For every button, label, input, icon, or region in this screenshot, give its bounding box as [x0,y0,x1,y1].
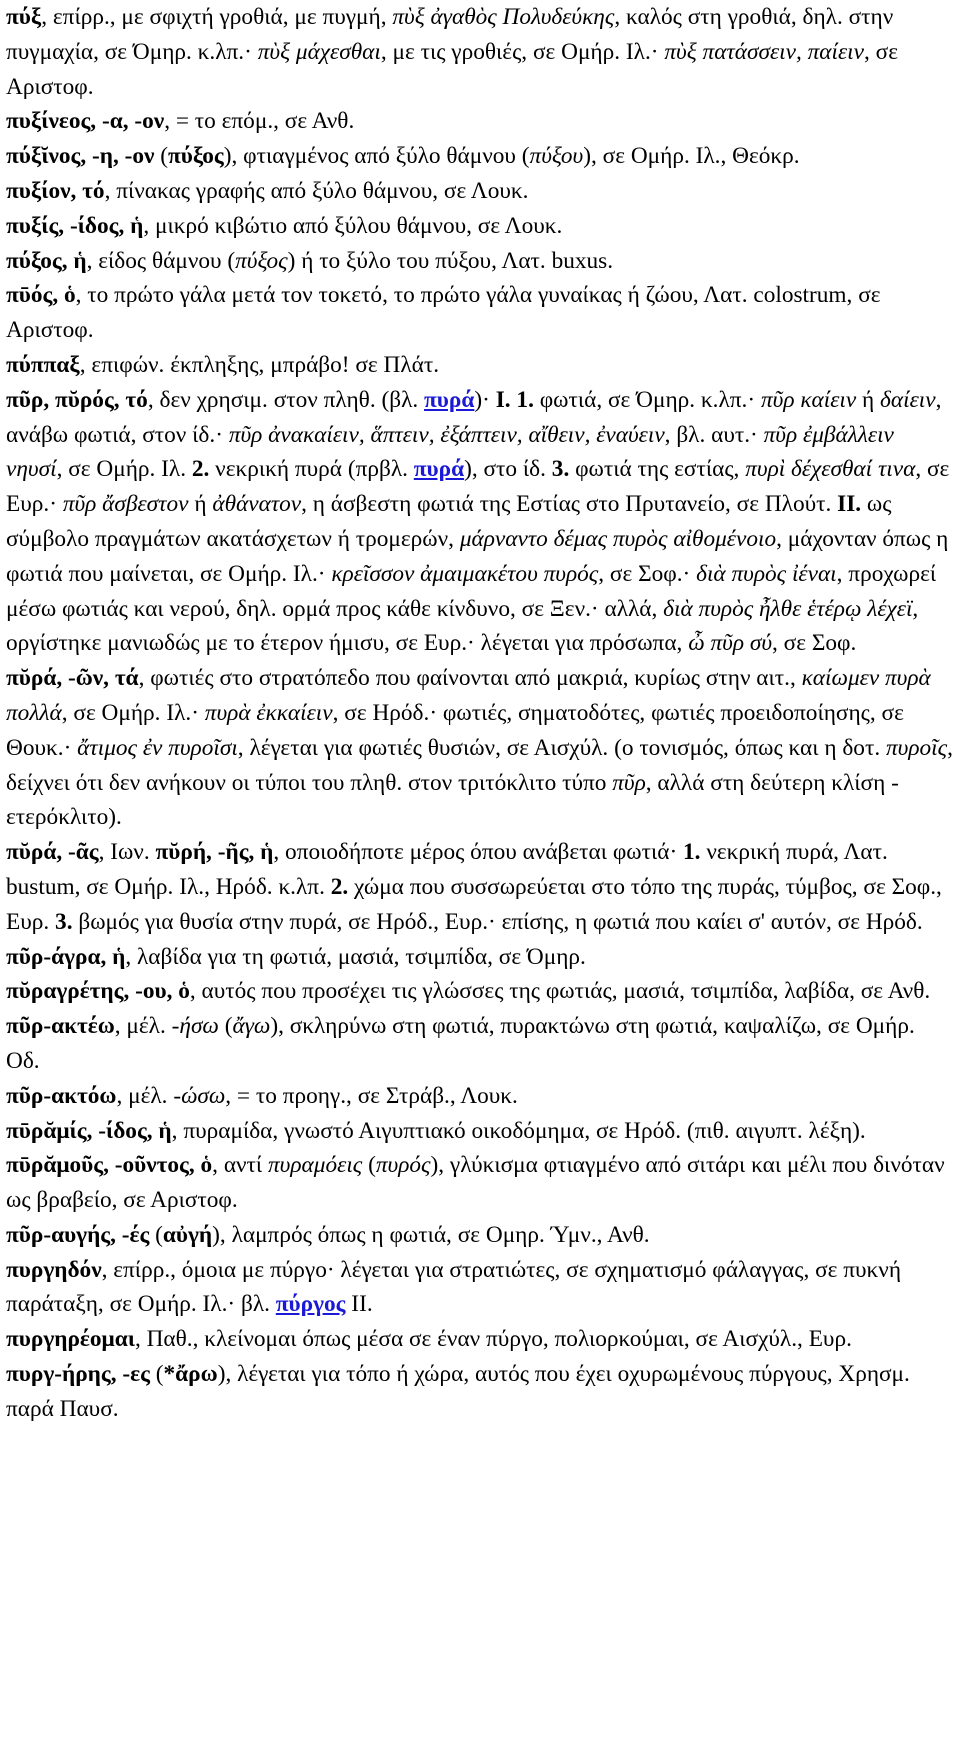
bold-text: 3. [551,456,570,483]
definition-text: , πίνακας γραφής από ξύλο θάμνου, σε Λουκ. [104,177,529,204]
headword: πυργηδόν [6,1256,102,1283]
definition-text: , η άσβεστη φωτιά της Εστίας στο Πρυτανείο, σε Πλούτ. [301,491,838,518]
greek-citation: διὰ πυρὸς ἰέναι [696,560,837,587]
greek-citation: πυρός [375,1152,431,1179]
definition-text: φωτιά της εστίας, [569,456,746,483]
headword: πύξος, ἡ [6,247,87,274]
definition-text: ( [149,1361,164,1388]
bold-text: II. [837,491,862,518]
greek-citation: -ώσω [173,1082,226,1109]
greek-citation: πὺξ μάχεσθαι [257,38,381,65]
headword: πῦρ-αυγής, -ές [6,1221,150,1248]
headword: πύξῐνος, -η, -ον [6,143,155,170]
definition-text: , μάχονταν όπως η φωτιά που μαίνεται, σε Ομήρ. Ιλ.· [6,525,949,587]
definition-text: , λέγεται για φωτιές θυσιών, σε Αισχύλ. (ο τονισμός, όπως και η δοτ. [237,734,886,761]
definition-text: , δεν χρησιμ. στον πληθ. (βλ. [147,386,425,413]
greek-citation: πύξος [235,247,288,274]
definition-text: , επιφών. έκπληξης, μπράβο! σε Πλάτ. [79,351,440,378]
greek-citation: πῦρ ἐμβάλλειν νηυσί [6,421,894,483]
bold-text: 2. [191,456,210,483]
definition-text: φωτιά, σε Όμηρ. κ.λπ.· [533,386,761,413]
greek-citation: -ήσω [171,1013,219,1040]
definition-text: , = το επόμ., σε Ανθ. [164,108,355,135]
dictionary-entry-pyr [6,383,954,661]
headword: πῠρά, -ᾶς [6,839,99,866]
bold-text: αὐγή [162,1221,213,1248]
dictionary-entry-pyrgereomai [6,1322,954,1357]
definition-text: νεκρική πυρά (πρβλ. [209,456,414,483]
greek-citation: ἄτιμος ἐν πυροῖσι [77,734,238,761]
definition-text: , σε Ηρόδ.· φωτιές, σηματοδότες, φωτιές προειδοποίησης, σε Θουκ.· [6,699,904,761]
headword: πυξίνεος, -α, -ον [6,108,165,135]
definition-text: νεκρική πυρά, Λατ. bustum, σε Ομήρ. Ιλ., Ηρόδ. κ.λπ. [6,839,888,900]
definition-text: , μέλ. [114,1013,172,1040]
bold-text: πύξος [168,143,224,170]
definition-text: , βλ. αυτ.· [664,421,764,448]
dictionary-entry-pyrg-eres [6,1357,954,1427]
cross-reference-link[interactable]: πυρά [413,456,465,483]
headword: πύππαξ [6,351,80,378]
dictionary-entry-pyramis [6,1114,954,1149]
headword: πῠρά, -ῶν, τά [6,665,139,692]
definition-text: ( [154,143,169,170]
dictionary-entry-pyxineos [6,104,954,139]
bold-text: 2. [330,873,349,900]
dictionary-entry-pyr-agra [6,940,954,975]
definition-text: , Ιων. [98,839,156,866]
headword: πυξίς, -ίδος, ἡ [6,212,144,239]
bold-text: *ἄρω [163,1361,218,1388]
dictionary-entry-pyr-auges [6,1218,954,1253]
headword: πῡός, ὁ [6,282,76,309]
dictionary-entry-pyragretes [6,974,954,1009]
dictionary-entry-pyr-aktoo [6,1079,954,1114]
headword: πυξίον, τό [6,177,105,204]
greek-citation: πῦρ καίειν [760,386,857,413]
definition-text: , σε Ομήρ. Ιλ.· [61,699,205,726]
cross-reference-link[interactable]: πύργος [275,1291,346,1318]
definition-text: ), λέγεται για τόπο ή χώρα, αυτός που έχει οχυρωμένους πύργους, Χρησμ. παρά Παυσ. [6,1361,910,1422]
definition-text: , αλλά στη δεύτερη κλίση - ετερόκλιτο). [6,769,899,831]
greek-citation: καίωμεν πυρὰ πολλά [6,665,931,726]
dictionary-entry-pyx [6,0,954,104]
definition-text: , ανάβω φωτιά, στον ίδ.· [6,386,942,448]
greek-citation: πυρὰ ἐκκαίειν [204,699,333,726]
greek-citation: πύξου [529,143,584,170]
headword: πῡρᾰμοῦς, -οῦντος, ὁ [6,1152,213,1179]
headword: πῦρ-ακτέω [6,1013,115,1040]
definition-text: , μέλ. [116,1082,174,1109]
greek-citation: πῦρ [612,769,646,796]
definition-text: , σε Σοφ. [772,630,857,657]
dictionary-entry-pyrgedon [6,1253,954,1323]
bold-text: 3. [55,908,73,935]
definition-text: ή [188,491,213,518]
definition-text: , = το προηγ., σε Στράβ., Λουκ. [225,1082,518,1109]
definition-text: ) ή το ξύλο του πύξου, Λατ. buxus. [287,247,614,274]
definition-text: , αντί [212,1152,269,1179]
definition-text: II. [345,1291,373,1318]
definition-text: ( [149,1221,163,1248]
headword: πῦρ-άγρα, ἡ [6,943,126,970]
greek-citation: πὺξ πατάσσειν, παίειν [664,38,864,65]
definition-text: , το πρώτο γάλα μετά τον τοκετό, το πρώτο γάλα γυναίκας ή ζώου, Λατ. colostrum, σε Αριστοφ. [6,282,881,344]
definition-text: , Παθ., κλείνομαι όπως μέσα σε έναν πύργο, πολιορκούμαι, σε Αισχύλ., Ευρ. [134,1326,852,1353]
definition-text: ), φτιαγμένος από ξύλο θάμνου ( [223,143,530,170]
definition-text: , επίρρ., με σφιχτή γροθιά, με πυγμή, [41,4,393,30]
definition-text: )· [474,386,496,413]
dictionary-entry-pyxos [6,244,954,279]
greek-citation: κρεῖσσον ἀμαιμακέτου πυρός [331,560,599,587]
dictionary-entry-pyramous [6,1148,954,1218]
headword: πῦρ, πῠρός, τό [6,386,148,413]
bold-text: 1. [683,839,701,866]
cross-reference-link[interactable]: πυρά [424,386,475,413]
greek-citation: πυροῖς [885,734,948,761]
dictionary-entry-pyra-ta [6,661,954,835]
headword: πυργηρέομαι [6,1326,135,1353]
bold-text: I. 1. [495,386,534,413]
definition-text: , οργίστηκε μανιωδώς με το έτερον ήμισυ, σε Ευρ.· λέγεται για πρόσωπα, [6,595,919,657]
definition-text: , μικρό κιβώτιο από ξύλου θάμνου, σε Λουκ. [143,212,563,239]
headword: πῦρ-ακτόω [6,1082,117,1109]
dictionary-entry-pyr-akteo [6,1009,954,1079]
definition-text: ), γλύκισμα φτιαγμένο από σιτάρι και μέλι που δινόταν ως βραβείο, σε Αριστοφ. [6,1152,945,1214]
definition-text: , καλός στη γροθιά, δηλ. στην πυγμαχία, σε Όμηρ. κ.λπ.· [6,4,894,65]
dictionary-entry-pyxinos [6,139,954,174]
definition-text: ), λαμπρός όπως η φωτιά, σε Ομηρ. Ύμν., Ανθ. [212,1221,650,1248]
headword: πῠραγρέτης, -ου, ὁ [6,978,190,1005]
greek-citation: ἀθάνατον [212,491,302,518]
definition-text: , δείχνει ότι δεν ανήκουν οι τύποι του πληθ. στον τριτόκλιτο τύπο [6,734,953,796]
dictionary-entry-pyxis [6,209,954,244]
greek-citation: πυραμόεις [268,1152,363,1179]
definition-text: , οποιοδήποτε μέρος όπου ανάβεται φωτιά· [273,839,684,866]
definition-text: ( [218,1013,233,1040]
definition-text: ), σκληρύνω στη φωτιά, πυρακτώνω στη φωτιά, καψαλίζω, σε Ομήρ. Οδ. [6,1013,915,1074]
headword: πυργ-ήρης, -ες [6,1361,150,1388]
definition-text: , επίρρ., όμοια με πύργο· λέγεται για στρατιώτες, σε σχηματισμό φάλαγγας, σε πυκνή παράταξη, σε Ομήρ. Ιλ.· βλ. [6,1256,902,1318]
definition-text: , σε Αριστοφ. [6,38,898,100]
definition-text: ( [362,1152,376,1179]
dictionary-entry-pyppax [6,348,954,383]
dictionary-entry-pyxion [6,174,954,209]
definition-text: , φωτιές στο στρατόπεδο που φαίνονται από μακριά, κυρίως στην αιτ., [138,665,802,692]
definition-text: ), σε Ομήρ. Ιλ., Θεόκρ. [583,143,800,170]
definition-text: χώμα που συσσωρεύεται στο τόπο της πυράς, τύμβος, σε Σοφ., Ευρ. [6,873,942,935]
definition-text: , με τις γροθιές, σε Ομήρ. Ιλ.· [380,38,665,65]
greek-citation: ὦ πῦρ σύ [688,630,773,657]
definition-text: , σε Σοφ.· [598,560,697,587]
greek-citation: διὰ πυρὸς ἦλθε ἑτέρῳ λέχεϊ [663,595,913,622]
dictionary-entry-pyra-he [6,835,954,939]
greek-citation: πὺξ ἀγαθὸς Πολυδεύκης [392,4,615,30]
greek-citation: πῦρ ἄσβεστον [62,491,189,518]
dictionary-entry-pyos [6,278,954,348]
greek-citation: ἄγω [232,1013,271,1040]
greek-citation: μάρναντο δέμας πυρὸς αἰθομένοιο [459,525,777,552]
definition-text: , σε Ομήρ. Ιλ. [56,456,192,483]
definition-text: , είδος θάμνου ( [86,247,236,274]
definition-text: βωμός για θυσία στην πυρά, σε Ηρόδ., Ευρ.· επίσης, η φωτιά που καίει σ' αυτόν, σε Ηρόδ. [72,908,923,935]
definition-text: ), στο ίδ. [464,456,552,483]
definition-text: , σε Ευρ.· [6,456,950,518]
headword: πῡρᾰμίς, -ίδος, ἡ [6,1117,172,1144]
greek-citation: δαίειν [880,386,936,413]
bold-text: πῠρή, -ῆς, ἡ [155,839,274,866]
greek-citation: πυρὶ δέχεσθαί τινα [745,456,916,483]
definition-text: , προχωρεί μέσω φωτιάς και νερού, δηλ. ορμά προς κάθε κίνδυνο, σε Ξεν.· αλλά, [6,560,937,622]
greek-citation: πῦρ ἀνακαίειν, ἅπτειν, ἐξάπτειν, αἴθειν, ἐναύειν [228,421,665,448]
definition-text: ως σύμβολο πραγμάτων ακατάσχετων ή τρομερών, [6,491,892,552]
definition-text: ή [856,386,881,413]
definition-text: , αυτός που προσέχει τις γλώσσες της φωτιάς, μασιά, τσιμπίδα, λαβίδα, σε Ανθ. [189,978,931,1005]
headword: πύξ [6,4,42,30]
definition-text: , λαβίδα για τη φωτιά, μασιά, τσιμπίδα, σε Όμηρ. [125,943,586,970]
definition-text: , πυραμίδα, γνωστό Αιγυπτιακό οικοδόμημα, σε Ηρόδ. (πιθ. αιγυπτ. λέξη). [171,1117,866,1144]
